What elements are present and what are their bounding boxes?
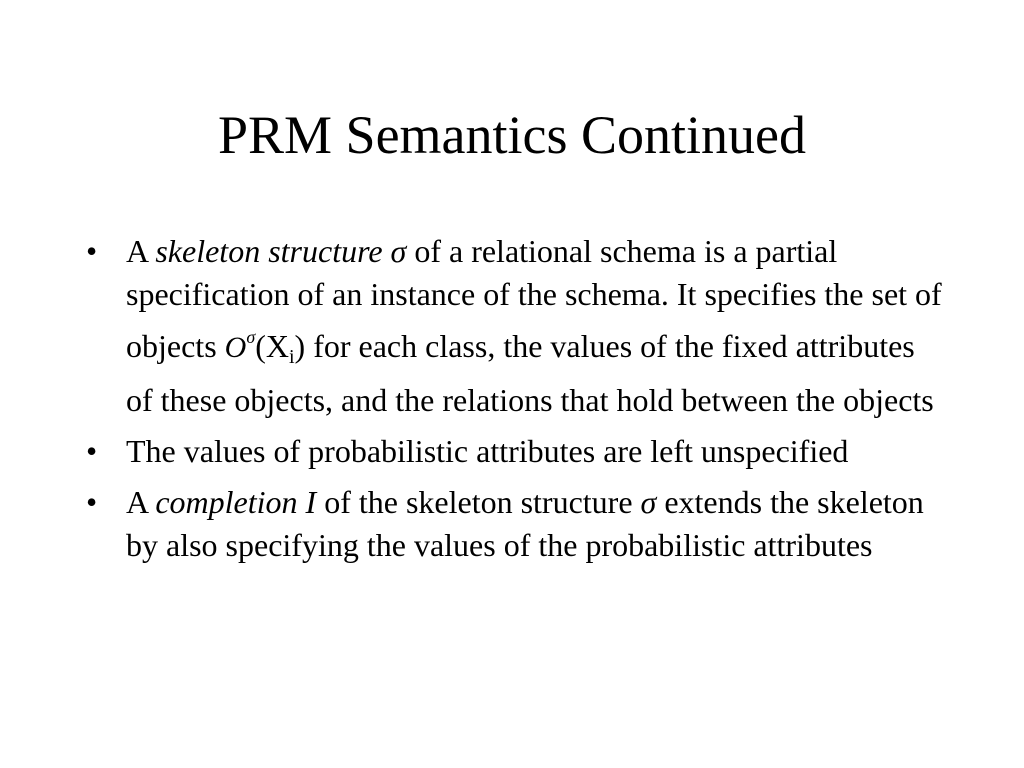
bullet-text bbox=[126, 484, 924, 563]
math-object-set bbox=[224, 327, 306, 368]
bullet-list bbox=[82, 230, 942, 575]
math-sigma: σ bbox=[640, 484, 657, 520]
bullet-item-completion bbox=[82, 481, 942, 567]
bullet-item-skeleton bbox=[82, 230, 942, 422]
bullet-icon: • bbox=[86, 484, 98, 520]
math-paren-open: (X bbox=[255, 328, 289, 364]
bullet-text: The values of probabilistic attributes are left unspecified bbox=[126, 433, 849, 469]
math-subscript: i bbox=[288, 346, 295, 368]
math-symbol-O: O bbox=[224, 331, 247, 364]
text-fragment: of a relational schema is a partial specification of an instance of the schema. It specifies the set of objects bbox=[126, 233, 942, 364]
bullet-icon: • bbox=[86, 433, 98, 469]
bullet-icon: • bbox=[86, 233, 98, 269]
defined-term: completion I bbox=[155, 484, 317, 520]
text-fragment: A bbox=[126, 484, 156, 520]
defined-term: skeleton structure σ bbox=[155, 233, 407, 269]
text-fragment: of the skeleton structure bbox=[316, 484, 641, 520]
text-fragment: A bbox=[126, 233, 156, 269]
text-fragment: for each class, the values of the fixed attributes of these objects, and the relations that hold between the objects bbox=[126, 328, 934, 418]
math-superscript: σ bbox=[246, 327, 256, 347]
math-paren-close: ) bbox=[294, 328, 306, 364]
slide-title: PRM Semantics Continued bbox=[217, 105, 806, 165]
bullet-text bbox=[126, 233, 942, 418]
text-fragment: extends the skeleton by also specifying the values of the probabilistic attributes bbox=[126, 484, 924, 563]
bullet-item-probabilistic bbox=[82, 430, 942, 473]
